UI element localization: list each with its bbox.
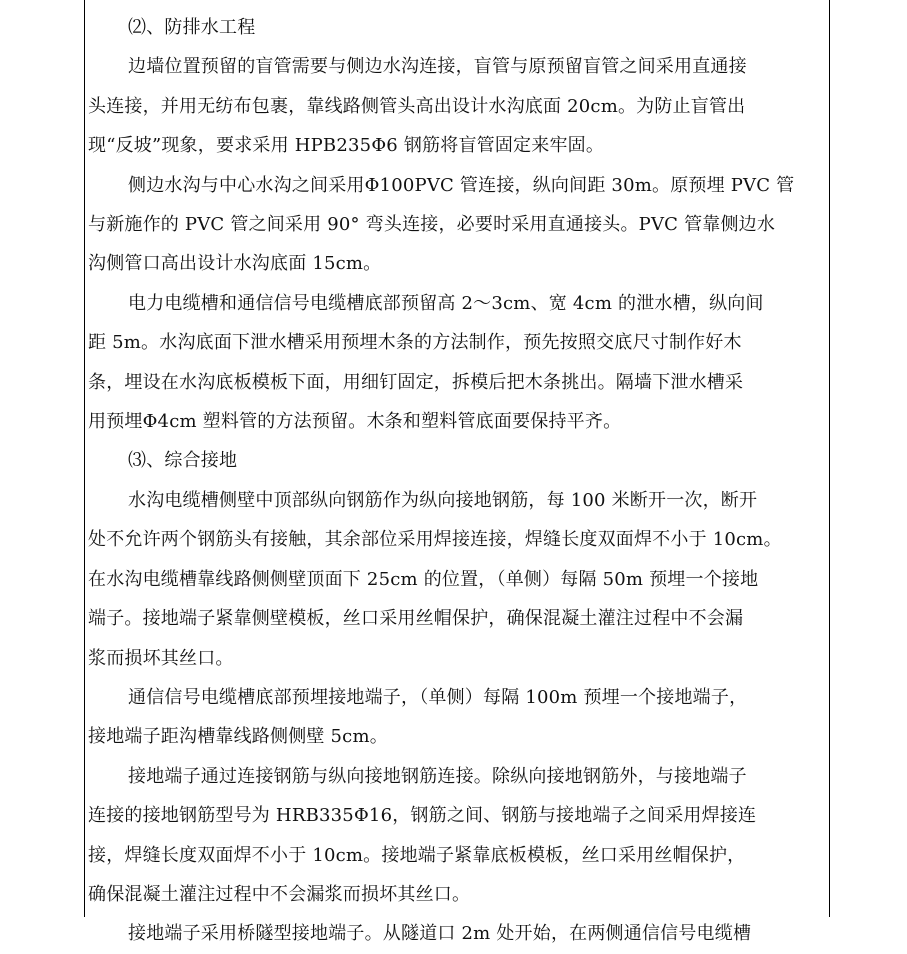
- section-heading-waterproofing: ⑵、防排水工程: [128, 17, 256, 38]
- paragraph-line: 浆而损坏其丝口。: [88, 647, 234, 669]
- table-border-left: [84, 0, 85, 917]
- paragraph-line: 头连接，并用无纺布包裹，靠线路侧管头高出设计水沟底面 20cm。为防止盲管出: [88, 95, 746, 117]
- paragraph-line: 确保混凝土灌注过程中不会漏浆而损坏其丝口。: [88, 883, 471, 905]
- paragraph-line: 接地端子距沟槽靠线路侧侧壁 5cm。: [88, 726, 388, 748]
- document-body: [88, 8, 826, 954]
- paragraph-line: 处不允许两个钢筋头有接触，其余部位采用焊接连接，焊缝长度双面焊不小于 10cm。: [88, 529, 782, 551]
- paragraph-line: 用预埋Φ4cm 塑料管的方法预留。木条和塑料管底面要保持平齐。: [88, 411, 622, 433]
- table-border-right: [829, 0, 830, 917]
- paragraph-line: 端子。接地端子紧靠侧壁模板，丝口采用丝帽保护，确保混凝土灌注过程中不会漏: [88, 608, 744, 630]
- paragraph-line: 电力电缆槽和通信信号电缆槽底部预留高 2～3cm、宽 4cm 的泄水槽，纵向间: [128, 292, 764, 314]
- paragraph-line: 接地端子通过连接钢筋与纵向接地钢筋连接。除纵向接地钢筋外，与接地端子: [128, 765, 747, 787]
- section-heading-grounding: ⑶、综合接地: [128, 450, 238, 472]
- paragraph-line: 边墙位置预留的盲管需要与侧边水沟连接，盲管与原预留盲管之间采用直通接: [128, 56, 747, 78]
- paragraph-line: 与新施作的 PVC 管之间采用 90° 弯头连接，必要时采用直通接头。PVC 管靠侧边水: [88, 214, 776, 236]
- paragraph-line: 连接的接地钢筋型号为 HRB335Φ16，钢筋之间、钢筋与接地端子之间采用焊接连: [88, 805, 757, 827]
- paragraph-line: 接，焊缝长度双面焊不小于 10cm。接地端子紧靠底板模板，丝口采用丝帽保护，: [88, 844, 746, 866]
- paragraph-line: 水沟电缆槽侧壁中顶部纵向钢筋作为纵向接地钢筋，每 100 米断开一次，断开: [128, 489, 758, 511]
- paragraph-line: 条，埋设在水沟底板模板下面，用细钉固定，拆模后把木条挑出。隔墙下泄水槽采: [88, 371, 744, 393]
- paragraph-line: 沟侧管口高出设计水沟底面 15cm。: [88, 253, 382, 275]
- paragraph-line: 通信信号电缆槽底部预埋接地端子，（单侧）每隔 100m 预埋一个接地端子，: [128, 686, 748, 708]
- paragraph-line: 距 5m。水沟底面下泄水槽采用预埋木条的方法制作，预先按照交底尺寸制作好木: [88, 332, 742, 354]
- paragraph-line: 在水沟电缆槽靠线路侧侧壁顶面下 25cm 的位置，（单侧）每隔 50m 预埋一个接地: [88, 568, 759, 590]
- paragraph-line: 现“反坡”现象，要求采用 HPB235Φ6 钢筋将盲管固定来牢固。: [88, 135, 605, 157]
- paragraph-line: 接地端子采用桥隧型接地端子。从隧道口 2m 处开始，在两侧通信信号电缆槽: [128, 923, 752, 945]
- paragraph-line: 侧边水沟与中心水沟之间采用Φ100PVC 管连接，纵向间距 30m。原预埋 PVC 管: [128, 174, 795, 196]
